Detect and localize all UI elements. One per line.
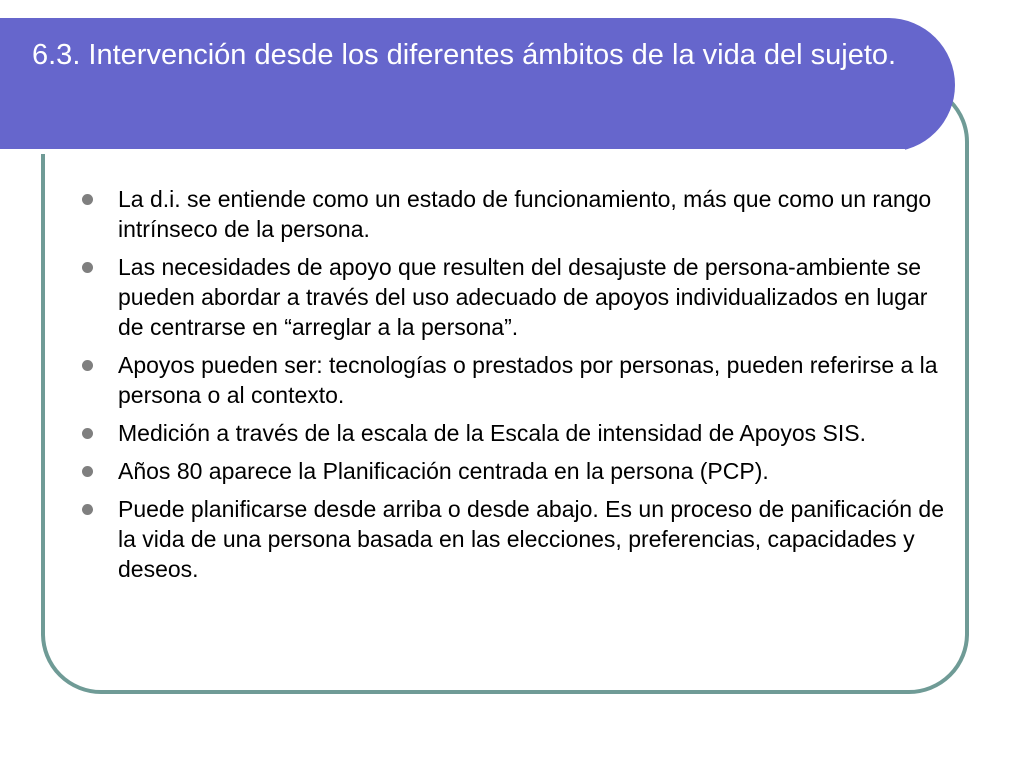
bullet-item: [80, 350, 952, 410]
bullet-text: Apoyos pueden ser: tecnologías o prestados por personas, pueden referirse a la persona o al contexto.: [118, 352, 938, 408]
bullet-dot-icon: [82, 262, 93, 273]
bullet-item: [80, 184, 952, 244]
bullet-item: [80, 494, 952, 584]
bullet-dot-icon: [82, 360, 93, 371]
bullet-dot-icon: [82, 504, 93, 515]
bullet-item: [80, 252, 952, 342]
bullet-text: Medición a través de la escala de la Escala de intensidad de Apoyos SIS.: [118, 420, 866, 446]
bullet-dot-icon: [82, 194, 93, 205]
bullet-text: Puede planificarse desde arriba o desde abajo. Es un proceso de panificación de la vida de una persona basada en las elecciones, preferencias, capacidades y deseos.: [118, 496, 945, 582]
bullet-text: La d.i. se entiende como un estado de funcionamiento, más que como un rango intrínseco de la persona.: [118, 186, 932, 242]
bullet-dot-icon: [82, 466, 93, 477]
bullet-dot-icon: [82, 428, 93, 439]
bullet-text: Años 80 aparece la Planificación centrada en la persona (PCP).: [118, 458, 769, 484]
bullet-item: [80, 418, 952, 448]
title-underline: [0, 149, 905, 154]
bullet-list: [80, 184, 952, 592]
slide-title: 6.3. Intervención desde los diferentes ámbitos de la vida del sujeto.: [32, 39, 897, 71]
bullet-item: [80, 456, 952, 486]
bullet-text: Las necesidades de apoyo que resulten del desajuste de persona-ambiente se pueden abordar a través del uso adecuado de apoyos individualizados en lugar de centrarse en “arreglar a la persona”.: [118, 254, 928, 340]
